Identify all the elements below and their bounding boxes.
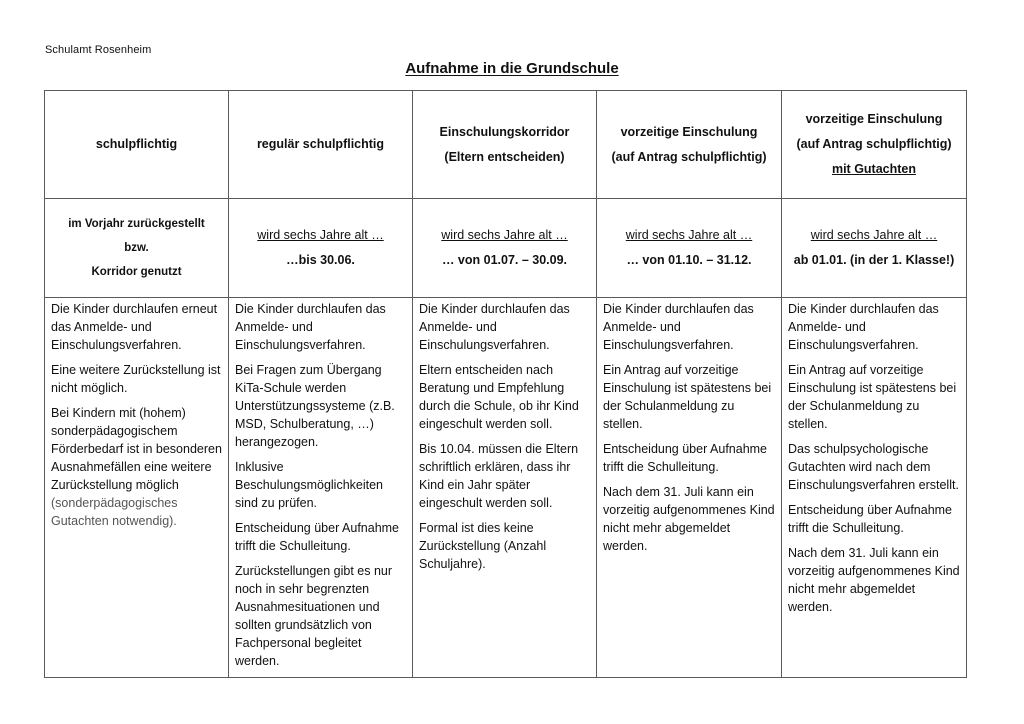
age-range: …bis 30.06. [286,253,355,267]
body-cell-regulaer [229,298,413,678]
age-range: … von 01.10. – 31.12. [626,253,752,267]
header-cell-vorzeitig [597,91,782,199]
body-paragraph: Entscheidung über Aufnahme trifft die Schulleitung. [788,503,953,535]
header-subtext: (Eltern entscheiden) [444,149,565,164]
table-body-row [45,298,967,678]
age-range: … von 01.07. – 30.09. [441,253,568,267]
body-paragraph: Formal ist dies keine Zurückstellung (Anzahl Schuljahre). [419,521,547,571]
header-cell-regulaer [229,91,413,199]
header-subtext: (auf Antrag schulpflichtig) [796,137,952,151]
body-cell-schulpflichtig [45,298,229,678]
age-text: im Vorjahr zurückgestellt [68,218,205,230]
body-paragraph: Die Kinder durchlaufen das Anmelde- und Einschulungsverfahren. [419,302,570,352]
age-text: Korridor genutzt [91,266,182,278]
age-text: bzw. [124,242,149,254]
body-paragraph: Nach dem 31. Juli kann ein vorzeitig aufgenommenes Kind nicht mehr abgemeldet werden. [788,546,960,614]
body-paragraph: Das schulpsychologische Gutachten wird nach dem Einschulungsverfahren erstellt. [788,442,959,492]
body-paragraph: Eltern entscheiden nach Beratung und Empfehlung durch die Schule, ob ihr Kind eingeschult werden soll. [419,363,579,431]
age-label: wird sechs Jahre alt … [257,228,384,242]
body-cell-vorzeitig-gutachten [782,298,967,678]
age-label: wird sechs Jahre alt … [625,228,753,242]
header-text: regulär schulpflichtig [256,137,385,151]
header-cell-vorzeitig-gutachten [782,91,967,199]
age-range: ab 01.01. (in der 1. Klasse!) [793,253,955,267]
age-cell-korridor [413,199,597,298]
body-paragraph: Zurückstellungen gibt es nur noch in sehr begrenzten Ausnahmesituationen und sollten grundsätzlich von Fachpersonal begleitet werden. [235,564,393,668]
header-subtext: (auf Antrag schulpflichtig) [611,149,767,164]
age-cell-regulaer [229,199,413,298]
age-label: wird sechs Jahre alt … [810,228,938,242]
header-text: schulpflichtig [95,137,178,151]
header-cell-schulpflichtig [45,91,229,199]
body-note: (sonderpädagogisches Gutachten notwendig). [51,496,178,528]
table-header-row [45,91,967,199]
body-paragraph: Bis 10.04. müssen die Eltern schriftlich erklären, dass ihr Kind ein Jahr später eingeschult werden soll. [419,442,579,510]
age-label: wird sechs Jahre alt … [441,228,568,242]
header-text: vorzeitige Einschulung [805,112,943,126]
age-cell-schulpflichtig [45,199,229,298]
body-paragraph: Die Kinder durchlaufen das Anmelde- und Einschulungsverfahren. [603,302,754,352]
organization-name: Schulamt Rosenheim [45,44,152,56]
body-paragraph: Ein Antrag auf vorzeitige Einschulung ist spätestens bei der Schulanmeldung zu stellen. [788,363,957,431]
body-paragraph: Entscheidung über Aufnahme trifft die Schulleitung. [235,521,400,553]
body-paragraph: Eine weitere Zurückstellung ist nicht möglich. [51,363,221,395]
header-text: Einschulungskorridor [439,124,570,139]
enrollment-table [44,90,967,678]
header-underlined-text: mit Gutachten [831,162,917,176]
table-age-row [45,199,967,298]
body-paragraph: Nach dem 31. Juli kann ein vorzeitig aufgenommenes Kind nicht mehr abgemeldet werden. [603,485,775,553]
body-paragraph: Inklusive Beschulungsmöglichkeiten sind zu prüfen. [235,460,384,510]
body-paragraph: Entscheidung über Aufnahme trifft die Schulleitung. [603,442,768,474]
body-paragraph: Die Kinder durchlaufen erneut das Anmelde- und Einschulungsverfahren. [51,302,218,352]
body-paragraph: Die Kinder durchlaufen das Anmelde- und Einschulungsverfahren. [235,302,386,352]
body-cell-vorzeitig [597,298,782,678]
body-paragraph: Die Kinder durchlaufen das Anmelde- und Einschulungsverfahren. [788,302,939,352]
age-cell-vorzeitig [597,199,782,298]
body-paragraph: Ein Antrag auf vorzeitige Einschulung ist spätestens bei der Schulanmeldung zu stellen. [603,363,772,431]
body-paragraph-text: Bei Kindern mit (hohem) sonderpädagogischem Förderbedarf ist in besonderen Ausnahmefällen eine weitere Zurückstellung möglich [51,406,222,492]
age-cell-vorzeitig-gutachten [782,199,967,298]
body-paragraph [51,404,222,530]
body-cell-korridor [413,298,597,678]
header-cell-korridor [413,91,597,199]
header-text: vorzeitige Einschulung [620,124,758,139]
body-paragraph: Bei Fragen zum Übergang KiTa-Schule werden Unterstützungssysteme (z.B. MSD, Schulberatung, …) herangezogen. [235,363,395,449]
page-title: Aufnahme in die Grundschule [405,60,619,77]
